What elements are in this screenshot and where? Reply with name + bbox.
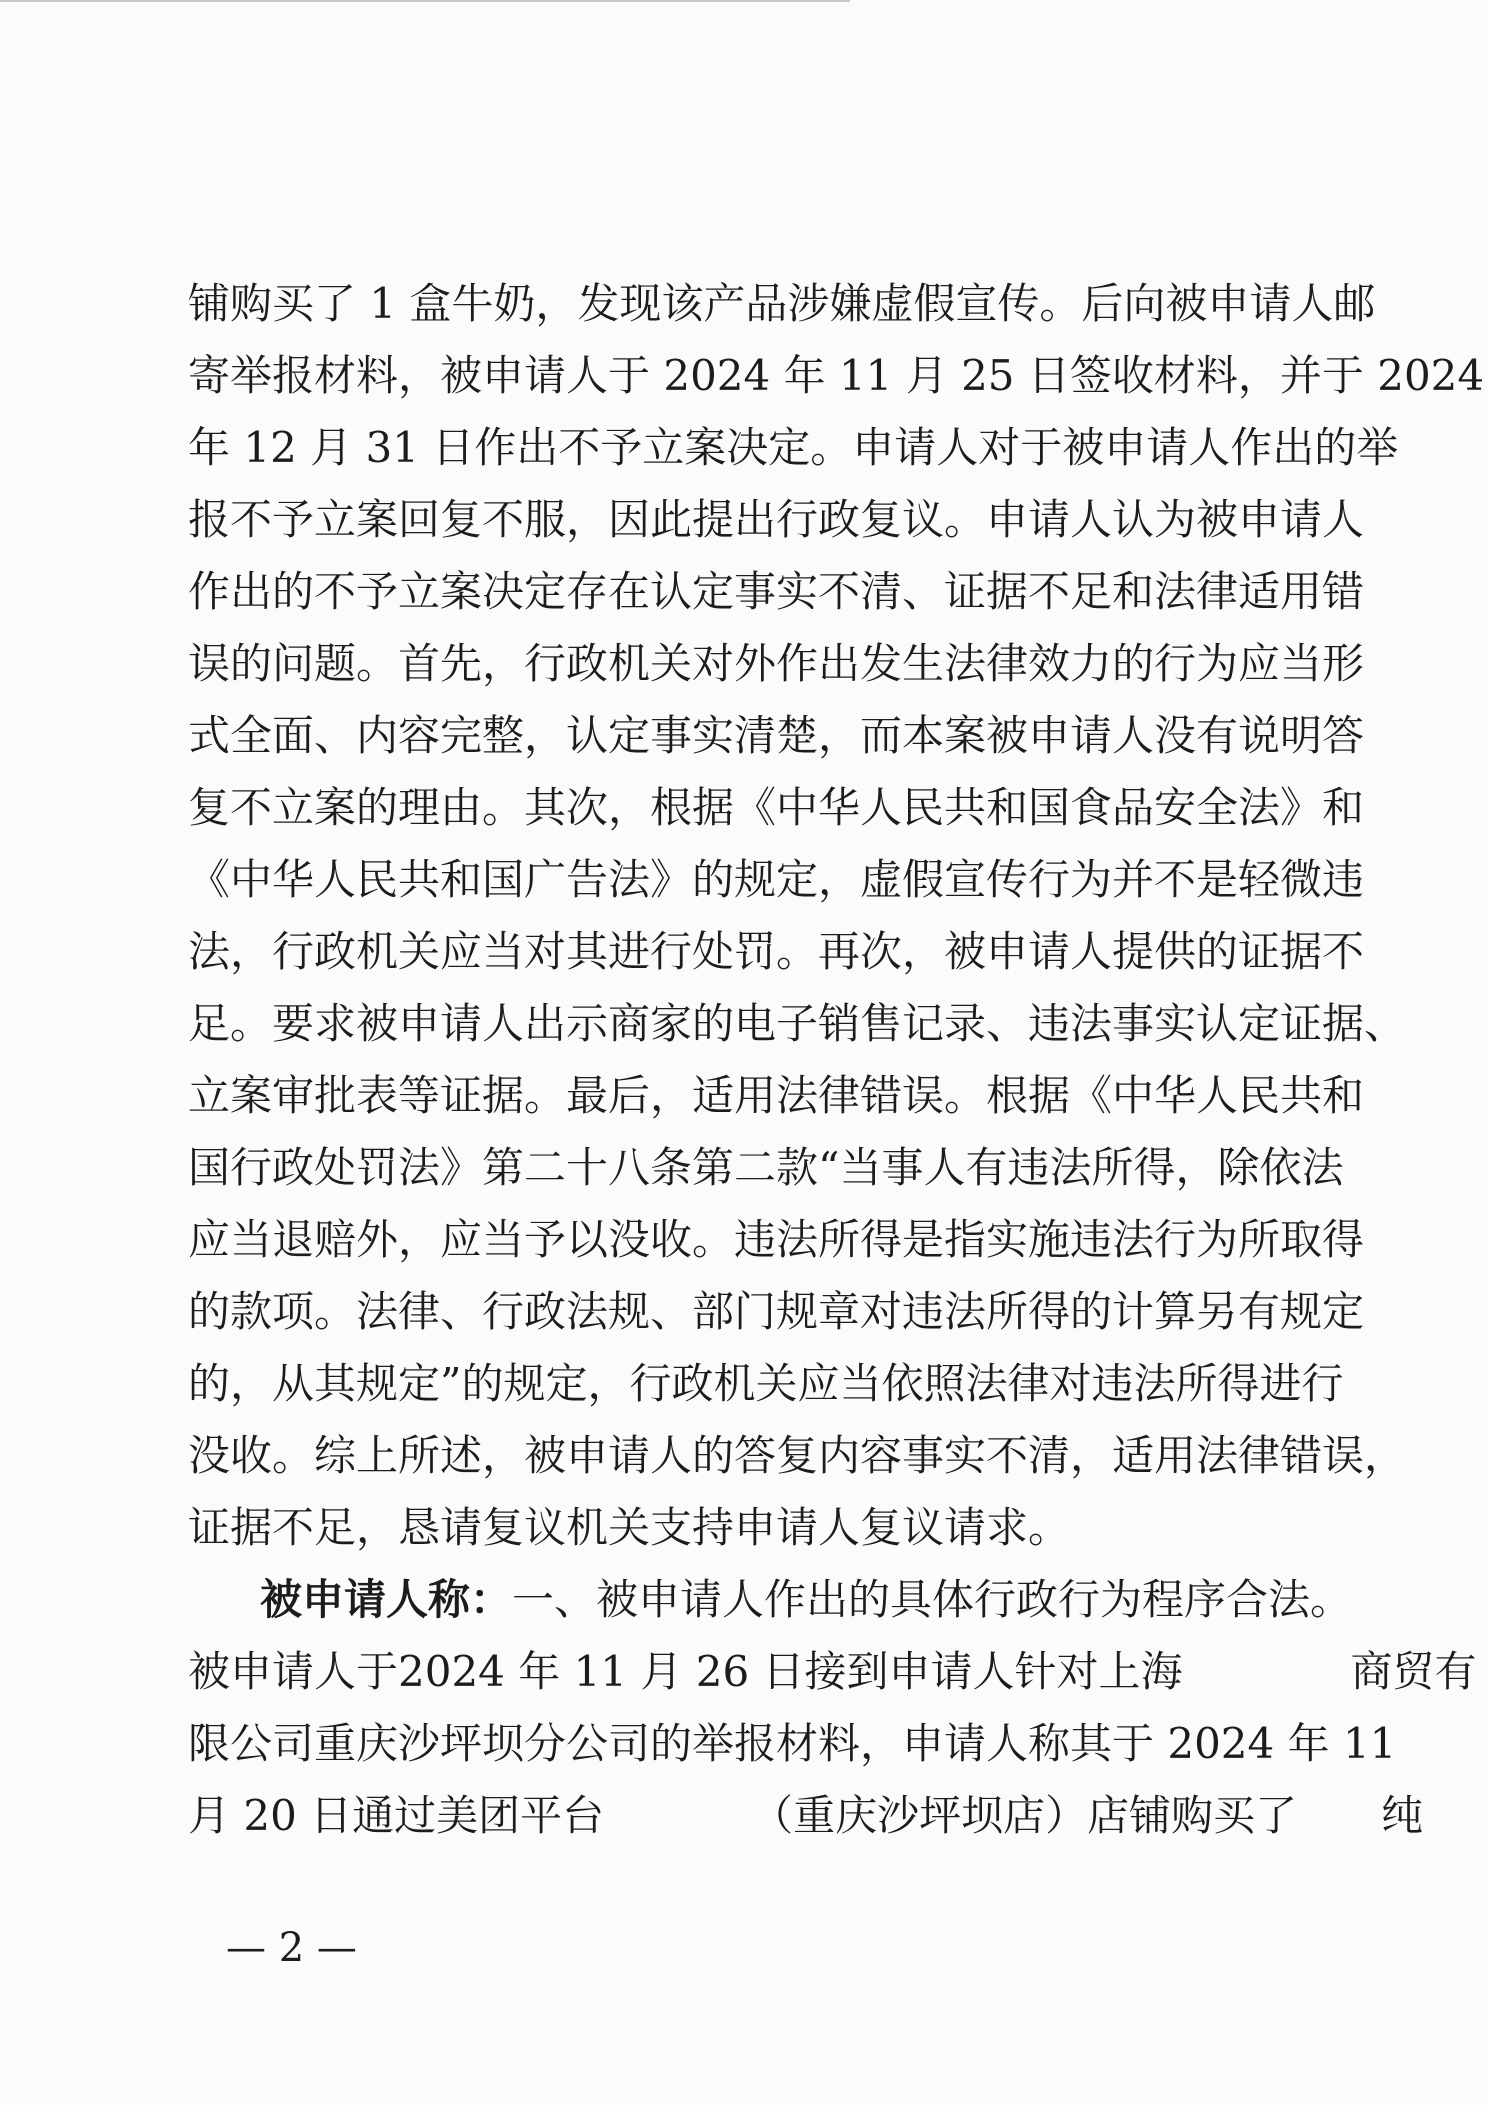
body-line: 寄举报材料，被申请人于 2024 年 11 月 25 日签收材料，并于 2024: [188, 351, 1485, 400]
body-line: 的，从其规定”的规定，行政机关应当依照法律对违法所得进行: [188, 1359, 1344, 1408]
document-body: [188, 268, 1485, 1852]
respondent-heading: 被申请人称：: [260, 1575, 513, 1624]
body-line: 的款项。法律、行政法规、部门规章对违法所得的计算另有规定: [188, 1287, 1365, 1336]
body-line: 复不立案的理由。其次，根据《中华人民共和国食品安全法》和: [188, 783, 1365, 832]
body-line: 没收。综上所述，被申请人的答复内容事实不清，适用法律错误，: [188, 1431, 1407, 1480]
body-line: 误的问题。首先，行政机关对外作出发生法律效力的行为应当形: [188, 639, 1365, 688]
body-line: 年 12 月 31 日作出不予立案决定。申请人对于被申请人作出的举: [188, 423, 1399, 472]
body-line: 应当退赔外，应当予以没收。违法所得是指实施违法行为所取得: [188, 1215, 1365, 1264]
body-line: 作出的不予立案决定存在认定事实不清、证据不足和法律适用错: [188, 567, 1365, 616]
body-line: 被申请人于2024 年 11 月 26 日接到申请人针对上海 商贸有: [188, 1647, 1477, 1696]
body-line: 式全面、内容完整，认定事实清楚，而本案被申请人没有说明答: [188, 711, 1365, 760]
page-number: — 2 —: [226, 1925, 357, 1971]
body-line: 国行政处罚法》第二十八条第二款“当事人有违法所得，除依法: [188, 1143, 1344, 1192]
body-line: 足。要求被申请人出示商家的电子销售记录、违法事实认定证据、: [188, 999, 1407, 1048]
respondent-first-line: 一、被申请人作出的具体行政行为程序合法。: [512, 1575, 1353, 1624]
body-line: 报不予立案回复不服，因此提出行政复议。申请人认为被申请人: [188, 495, 1365, 544]
body-line: 限公司重庆沙坪坝分公司的举报材料，申请人称其于 2024 年 11: [188, 1719, 1397, 1768]
body-line: 铺购买了 1 盒牛奶，发现该产品涉嫌虚假宣传。后向被申请人邮: [188, 279, 1376, 328]
body-line: 证据不足，恳请复议机关支持申请人复议请求。: [188, 1503, 1071, 1552]
body-line: 立案审批表等证据。最后，适用法律错误。根据《中华人民共和: [188, 1071, 1365, 1120]
respondent-paragraph-start: [188, 1564, 1353, 1636]
body-line: 月 20 日通过美团平台 （重庆沙坪坝店）店铺购买了 纯: [188, 1791, 1424, 1840]
body-line: 《中华人民共和国广告法》的规定，虚假宣传行为并不是轻微违: [188, 855, 1365, 904]
body-line: 法，行政机关应当对其进行处罚。再次，被申请人提供的证据不: [188, 927, 1365, 976]
top-edge-rule: [0, 0, 850, 2]
